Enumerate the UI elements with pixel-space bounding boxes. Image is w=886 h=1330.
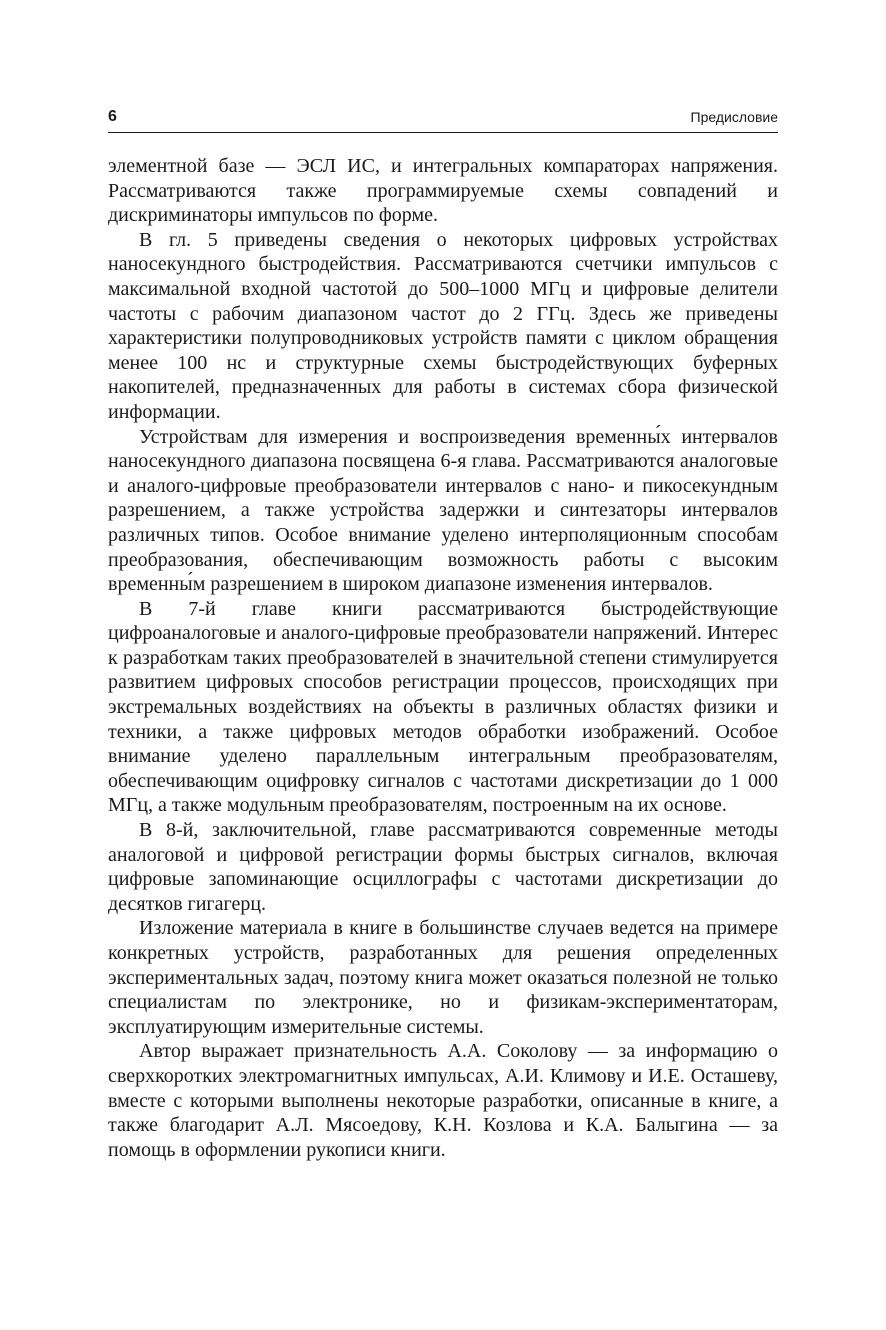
paragraph-acknowledgements: Автор выражает признательность А.А. Соколову — за информацию о сверхкоротких электромагнитных импульсах, А.И. Климову и И.Е. Осташеву, вместе с которыми выполнены некоторые разработки, описанные в книге, а также благодарит А.Л. Мясоедову, К.Н. Козлова и К.А. Балыгина — за помощь в оформлении рукописи книги. xyxy=(108,1040,778,1161)
paragraph-chapter-5: В гл. 5 приведены сведения о некоторых цифровых устройствах наносекундного быстродействия. Рассматриваются счетчики импульсов с максимальной входной частотой до 500–1000 МГц и цифровые делители частоты с рабочим диапазоном частот до 2 ГГц. Здесь же приведены характеристики полупроводниковых устройств памяти с циклом обращения менее 100 нс и структурные схемы быстродействующих буферных накопителей, предназначенных для работы в системах сбора физической информации. xyxy=(108,228,778,423)
section-title: Предисловие xyxy=(690,109,778,125)
running-header xyxy=(108,106,778,133)
page-number: 6 xyxy=(108,108,117,125)
paragraph-chapter-8: В 8-й, заключительной, главе рассматриваются современные методы аналоговой и цифровой регистрации формы быстрых сигналов, включая цифровые запоминающие осциллографы с частотами дискретизации до десятков гигагерц. xyxy=(108,819,778,915)
paragraph-chapter-6: Устройствам для измерения и воспроизведения временны́х интервалов наносекундного диапазона посвящена 6-я глава. Рассматриваются аналоговые и аналого-цифровые преобразователи интервалов с нано- и пикосекундным разрешением, а также устройства задержки и синтезаторы интервалов различных типов. Особое внимание уделено интерполяционным способам преобразования, обеспечивающим возможность работы с высоким временны́м разрешением в широком диапазоне изменения интервалов. xyxy=(108,425,778,596)
paragraph-continuation: элементной базе — ЭСЛ ИС, и интегральных компараторах напряжения. Рассматриваются также программируемые схемы совпадений и дискриминаторы импульсов по форме. xyxy=(108,155,778,227)
paragraph-chapter-7: В 7-й главе книги рассматриваются быстродействующие цифроаналоговые и аналого-цифровые преобразователи напряжений. Интерес к разработкам таких преобразователей в значительной степени стимулируется развитием цифровых способов регистрации процессов, происходящих при экстремальных воздействиях на объекты в различных областях физики и техники, а также цифровых методов обработки изображений. Особое внимание уделено параллельным интегральным преобразователям, обеспечивающим оцифровку сигналов с частотами дискретизации до 1 000 МГц, а также модульным преобразователям, построенным на их основе. xyxy=(108,597,778,817)
body-text xyxy=(108,154,778,1162)
paragraph-presentation: Изложение материала в книге в большинстве случаев ведется на примере конкретных устройств, разработанных для решения определенных экспериментальных задач, поэтому книга может оказаться полезной не только специалистам по электронике, но и физикам-экспериментаторам, эксплуатирующим измерительные системы. xyxy=(108,917,778,1038)
